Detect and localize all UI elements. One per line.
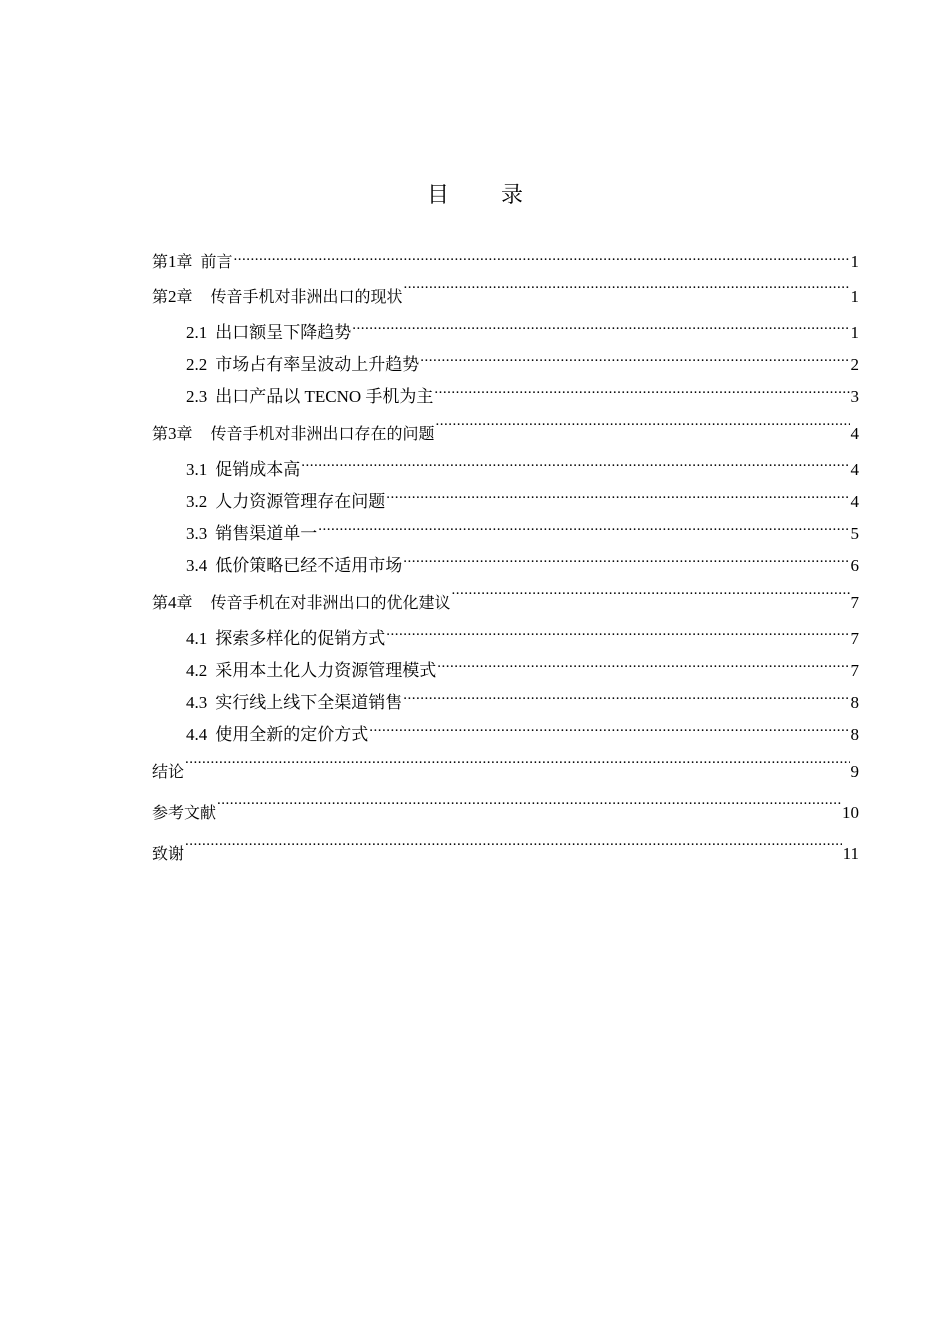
dot-leader <box>452 591 850 608</box>
toc-entry-text: 2.2 市场占有率呈波动上升趋势 <box>186 355 420 374</box>
toc-entry-section-2-2[interactable] <box>152 349 859 381</box>
dot-leader <box>420 353 849 370</box>
toc-page-number: 7 <box>850 593 859 612</box>
toc-page-number: 2 <box>850 355 859 374</box>
toc-page-number: 10 <box>842 803 859 822</box>
toc-page-number: 9 <box>850 762 859 781</box>
dot-leader <box>185 842 842 859</box>
toc-entry-text: 3.2 人力资源管理存在问题 <box>186 492 386 511</box>
toc-page-number: 11 <box>842 844 859 863</box>
toc-entry-label: 低价策略已经不适用市场 <box>215 556 403 575</box>
toc-entry-text <box>152 792 216 833</box>
table-of-contents <box>152 248 859 874</box>
toc-entry-text: 4.3 实行线上线下全渠道销售 <box>186 693 403 712</box>
toc-entry-text: 4.1 探索多样化的促销方式 <box>186 629 386 648</box>
toc-entry-section-4-1[interactable] <box>152 623 859 655</box>
toc-entry-label: 实行线上线下全渠道销售 <box>215 693 403 712</box>
dot-leader <box>318 522 849 539</box>
toc-entry-label: 传音手机在对非洲出口的优化建议 <box>210 593 451 612</box>
toc-entry-label: 促销成本高 <box>215 460 301 479</box>
toc-entry-section-3-2[interactable] <box>152 486 859 518</box>
toc-entry-section-2-3[interactable] <box>152 381 859 413</box>
toc-page-number: 8 <box>850 725 859 744</box>
dot-leader <box>386 490 849 507</box>
toc-entry-conclusion[interactable] <box>152 751 859 792</box>
toc-entry-label: 采用本土化人力资源管理模式 <box>215 661 437 680</box>
toc-entry-text: 第3章 传音手机对非洲出口存在的问题 <box>152 424 435 443</box>
dot-leader <box>403 554 849 571</box>
toc-entry-section-4-3[interactable] <box>152 687 859 719</box>
toc-entry-text: 2.3 出口产品以 TECNO 手机为主 <box>186 387 434 406</box>
dot-leader <box>217 801 841 818</box>
toc-page-number: 8 <box>850 693 859 712</box>
dot-leader <box>234 250 850 267</box>
dot-leader <box>185 760 849 777</box>
toc-entry-text: 第2章 传音手机对非洲出口的现状 <box>152 287 403 306</box>
toc-entry-label: 前言 <box>200 252 233 271</box>
dot-leader <box>434 385 849 402</box>
toc-page-number: 6 <box>850 556 859 575</box>
dot-leader <box>403 691 849 708</box>
toc-entry-chapter-1[interactable] <box>152 248 859 276</box>
toc-entry-text <box>152 833 184 874</box>
toc-entry-text: 3.4 低价策略已经不适用市场 <box>186 556 403 575</box>
toc-page-number: 1 <box>850 252 859 271</box>
toc-entry-text: 3.1 促销成本高 <box>186 460 301 479</box>
toc-page-number: 5 <box>850 524 859 543</box>
dot-leader <box>369 723 849 740</box>
toc-page-number: 1 <box>850 287 859 306</box>
toc-page-number: 7 <box>850 629 859 648</box>
dot-leader <box>301 458 849 475</box>
toc-entry-label: 传音手机对非洲出口的现状 <box>210 287 403 306</box>
toc-page-number: 7 <box>850 661 859 680</box>
toc-page-number: 1 <box>850 323 859 342</box>
toc-entry-label: 人力资源管理存在问题 <box>215 492 386 511</box>
toc-title-char-1: 目 <box>426 183 449 208</box>
toc-entry-label: 销售渠道单一 <box>215 524 318 543</box>
toc-page-number: 4 <box>850 492 859 511</box>
toc-entry-text: 第1章 前言 <box>152 252 233 271</box>
dot-leader <box>352 321 849 338</box>
dot-leader <box>386 627 849 644</box>
dot-leader <box>437 659 849 676</box>
toc-entry-chapter-4[interactable] <box>152 582 859 623</box>
toc-entry-label: 市场占有率呈波动上升趋势 <box>215 355 420 374</box>
toc-entry-chapter-2[interactable] <box>152 276 859 317</box>
toc-title <box>0 178 950 209</box>
dot-leader <box>404 285 850 302</box>
toc-entry-acknowledgements[interactable] <box>152 833 859 874</box>
toc-entry-chapter-3[interactable] <box>152 413 859 454</box>
toc-entry-section-3-4[interactable] <box>152 550 859 582</box>
toc-entry-label: 参考文献 <box>152 803 217 822</box>
toc-entry-text: 2.1 出口额呈下降趋势 <box>186 323 352 342</box>
toc-entry-label: 使用全新的定价方式 <box>215 725 369 744</box>
toc-entry-label: 探索多样化的促销方式 <box>215 629 386 648</box>
toc-entry-text: 3.3 销售渠道单一 <box>186 524 318 543</box>
toc-page-number: 4 <box>850 460 859 479</box>
toc-entry-text: 第4章 传音手机在对非洲出口的优化建议 <box>152 593 451 612</box>
toc-entry-section-3-3[interactable] <box>152 518 859 550</box>
toc-entry-section-4-4[interactable] <box>152 719 859 751</box>
toc-title-char-2: 录 <box>501 183 524 208</box>
toc-entry-label: 结论 <box>152 762 185 781</box>
toc-entry-text: 4.2 采用本土化人力资源管理模式 <box>186 661 437 680</box>
toc-entry-text: 4.4 使用全新的定价方式 <box>186 725 369 744</box>
toc-entry-references[interactable] <box>152 792 859 833</box>
toc-page-number: 4 <box>850 424 859 443</box>
toc-entry-label: 出口额呈下降趋势 <box>215 323 352 342</box>
toc-entry-label: 传音手机对非洲出口存在的问题 <box>210 424 435 443</box>
toc-entry-section-2-1[interactable] <box>152 317 859 349</box>
toc-entry-text <box>152 751 184 792</box>
toc-entry-section-4-2[interactable] <box>152 655 859 687</box>
toc-entry-label: 致谢 <box>152 844 185 863</box>
dot-leader <box>436 422 850 439</box>
toc-entry-label: 出口产品以 TECNO 手机为主 <box>215 387 434 406</box>
toc-entry-section-3-1[interactable] <box>152 454 859 486</box>
toc-page-number: 3 <box>850 387 859 406</box>
